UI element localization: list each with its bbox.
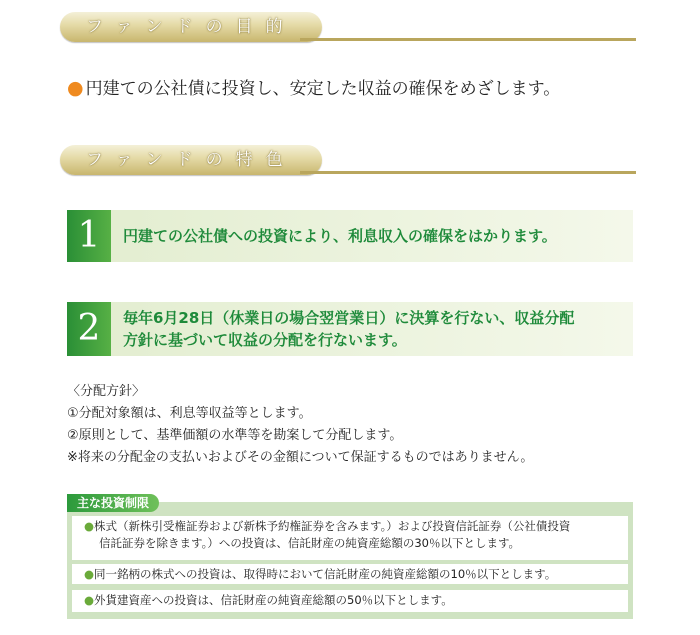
feature-text — [123, 307, 574, 351]
green-bullet-icon: ● — [84, 593, 95, 607]
feature-item-1 — [67, 210, 633, 262]
orange-bullet-icon: ● — [67, 77, 84, 99]
feature-number: 2 — [67, 302, 111, 356]
distribution-policy — [67, 381, 533, 469]
green-bullet-icon: ● — [84, 519, 95, 533]
limit-line — [72, 518, 628, 535]
section-title: ファンドの特色 — [60, 145, 322, 175]
feature-line: 円建ての公社債への投資により、利息収入の確保をはかります。 — [123, 227, 557, 245]
limit-text: 同一銘柄の株式への投資は、取得時において信託財産の純資産総額の10％以下とします。 — [94, 567, 557, 581]
purpose-section-header — [60, 12, 636, 46]
limit-item — [72, 590, 628, 612]
policy-line: ②原則として、基準価額の水準等を勘案して分配します。 — [67, 428, 403, 443]
purpose-sentence: 円建ての公社債に投資し、安定した収益の確保をめざします。 — [85, 79, 561, 99]
policy-heading: 〈分配方針〉 — [67, 384, 146, 399]
investment-limits-box — [67, 496, 633, 619]
limit-item — [72, 516, 628, 560]
green-bullet-icon: ● — [84, 567, 95, 581]
limit-item — [72, 564, 628, 584]
section-rule — [300, 171, 636, 174]
section-title: ファンドの目的 — [60, 12, 322, 42]
feature-line: 方針に基づいて収益の分配を行ないます。 — [123, 331, 407, 349]
policy-line: ※将来の分配金の支払いおよびその金額について保証するものではありません。 — [67, 450, 534, 465]
limit-text: 外貨建資産への投資は、信託財産の純資産総額の50％以下とします。 — [94, 593, 453, 607]
feature-number: 1 — [67, 210, 111, 262]
limit-text: 株式（新株引受権証券および新株予約権証券を含みます。）および投資信託証券（公社債投資 — [94, 519, 571, 533]
limit-line — [72, 590, 628, 610]
policy-line: ①分配対象額は、利息等収益等とします。 — [67, 406, 312, 421]
limit-line: 信託証券を除きます。）への投資は、信託財産の純資産総額の30％以下とします。 — [99, 536, 521, 550]
purpose-text — [67, 74, 560, 99]
features-section-header — [60, 145, 636, 179]
limit-line — [72, 564, 628, 584]
investment-limits-title: 主な投資制限 — [67, 494, 159, 512]
feature-text — [123, 225, 557, 247]
feature-item-2 — [67, 302, 633, 356]
section-rule — [300, 38, 636, 41]
feature-line: 毎年6月28日（休業日の場合翌営業日）に決算を行ない、収益分配 — [123, 309, 575, 327]
